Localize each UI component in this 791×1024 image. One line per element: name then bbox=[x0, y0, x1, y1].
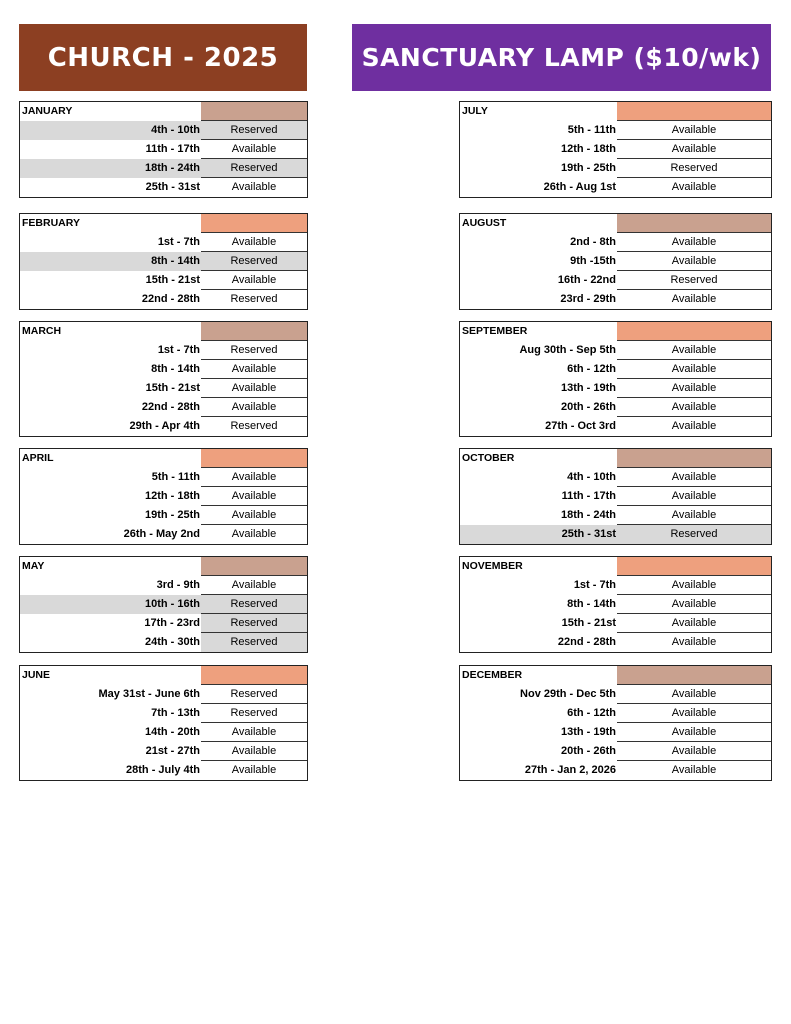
month-name: JANUARY bbox=[22, 105, 73, 117]
week-status[interactable]: Available bbox=[671, 420, 717, 432]
week-row bbox=[460, 506, 771, 525]
month-color-swatch bbox=[201, 102, 307, 121]
week-row bbox=[460, 685, 771, 704]
week-status[interactable]: Available bbox=[671, 636, 717, 648]
week-status[interactable]: Available bbox=[201, 742, 307, 761]
month-header bbox=[20, 666, 307, 685]
week-dates: 11th - 17th bbox=[145, 143, 200, 155]
week-dates: 5th - 11th bbox=[567, 124, 616, 136]
week-dates: 6th - 12th bbox=[567, 363, 616, 375]
month-color-swatch bbox=[617, 449, 771, 468]
month-header bbox=[20, 449, 307, 468]
week-dates: 1st - 7th bbox=[573, 579, 616, 591]
week-status[interactable]: Available bbox=[617, 614, 771, 633]
week-row bbox=[20, 360, 307, 379]
month-name: NOVEMBER bbox=[462, 560, 523, 572]
week-dates: 12th - 18th bbox=[144, 490, 200, 502]
week-dates: 15th - 21st bbox=[561, 617, 616, 629]
week-row bbox=[460, 398, 771, 417]
week-dates: 26th - Aug 1st bbox=[543, 181, 616, 193]
month-color-swatch bbox=[617, 214, 771, 233]
week-dates: 24th - 30th bbox=[144, 636, 200, 648]
week-status[interactable]: Available bbox=[617, 595, 771, 614]
week-dates: 22nd - 28th bbox=[141, 293, 200, 305]
week-dates: 11th - 17th bbox=[561, 490, 616, 502]
month-color-swatch bbox=[201, 322, 307, 341]
week-dates: 19th - 25th bbox=[560, 162, 616, 174]
week-row bbox=[20, 633, 307, 652]
week-dates: 13th - 19th bbox=[560, 382, 616, 394]
week-row bbox=[20, 140, 307, 159]
week-status[interactable]: Available bbox=[617, 140, 771, 159]
month-color-swatch bbox=[617, 322, 771, 341]
week-status[interactable]: Available bbox=[201, 468, 307, 487]
week-dates: 4th - 10th bbox=[151, 124, 200, 136]
week-row bbox=[20, 487, 307, 506]
month-name: MARCH bbox=[22, 325, 62, 337]
week-row bbox=[20, 723, 307, 742]
month-table-october bbox=[459, 448, 772, 545]
month-header bbox=[460, 666, 771, 685]
sanctuary-lamp-banner: SANCTUARY LAMP ($10/wk) bbox=[352, 24, 771, 91]
week-dates: 12th - 18th bbox=[560, 143, 616, 155]
week-dates: Aug 30th - Sep 5th bbox=[519, 344, 616, 356]
week-row bbox=[20, 178, 307, 197]
week-dates: 6th - 12th bbox=[567, 707, 616, 719]
week-status[interactable]: Available bbox=[201, 271, 307, 290]
week-status[interactable]: Available bbox=[201, 140, 307, 159]
week-row bbox=[20, 233, 307, 252]
week-status[interactable]: Reserved bbox=[201, 704, 307, 723]
week-row bbox=[20, 506, 307, 525]
week-dates: 4th - 10th bbox=[567, 471, 616, 483]
week-dates: 15th - 21st bbox=[145, 274, 200, 286]
month-color-swatch bbox=[201, 214, 307, 233]
month-header bbox=[20, 322, 307, 341]
week-status[interactable]: Available bbox=[617, 360, 771, 379]
month-name: MAY bbox=[22, 560, 45, 572]
week-dates: 15th - 21st bbox=[145, 382, 200, 394]
week-status[interactable]: Available bbox=[617, 121, 771, 140]
week-status[interactable]: Available bbox=[617, 468, 771, 487]
week-dates: 29th - Apr 4th bbox=[129, 420, 200, 432]
week-dates: 9th -15th bbox=[570, 255, 616, 267]
month-table-february bbox=[19, 213, 308, 310]
week-status[interactable]: Reserved bbox=[201, 159, 307, 178]
week-row bbox=[460, 379, 771, 398]
week-dates: 7th - 13th bbox=[151, 707, 200, 719]
week-status[interactable]: Available bbox=[201, 360, 307, 379]
week-row bbox=[20, 685, 307, 704]
week-status[interactable]: Available bbox=[617, 742, 771, 761]
month-header bbox=[460, 557, 771, 576]
week-status[interactable]: Available bbox=[231, 764, 277, 776]
week-status[interactable]: Reserved bbox=[201, 341, 307, 360]
week-row bbox=[460, 290, 771, 309]
week-row bbox=[20, 290, 307, 309]
week-dates: 27th - Oct 3rd bbox=[545, 420, 616, 432]
week-status[interactable]: Available bbox=[201, 576, 307, 595]
week-row bbox=[460, 487, 771, 506]
month-name: SEPTEMBER bbox=[462, 325, 528, 337]
week-status[interactable]: Available bbox=[617, 685, 771, 704]
week-dates: 5th - 11th bbox=[151, 471, 200, 483]
week-row bbox=[460, 614, 771, 633]
week-row bbox=[20, 398, 307, 417]
week-row bbox=[460, 121, 771, 140]
month-header bbox=[20, 557, 307, 576]
week-dates: 8th - 14th bbox=[151, 255, 200, 267]
week-status[interactable]: Available bbox=[231, 181, 277, 193]
week-status[interactable]: Available bbox=[231, 528, 277, 540]
month-table-july bbox=[459, 101, 772, 198]
week-status[interactable]: Reserved bbox=[670, 528, 718, 540]
month-name: APRIL bbox=[22, 452, 54, 464]
week-row bbox=[460, 417, 771, 436]
week-status[interactable]: Available bbox=[617, 487, 771, 506]
week-row bbox=[460, 233, 771, 252]
week-row bbox=[460, 271, 771, 290]
month-table-may bbox=[19, 556, 308, 653]
week-status[interactable]: Available bbox=[201, 233, 307, 252]
week-dates: 13th - 19th bbox=[560, 726, 616, 738]
week-status[interactable]: Reserved bbox=[201, 614, 307, 633]
week-status[interactable]: Available bbox=[671, 293, 717, 305]
week-row bbox=[20, 341, 307, 360]
week-row bbox=[20, 595, 307, 614]
week-status[interactable]: Available bbox=[617, 704, 771, 723]
week-row bbox=[460, 723, 771, 742]
week-row bbox=[460, 360, 771, 379]
week-dates: May 31st - June 6th bbox=[98, 688, 200, 700]
month-name: FEBRUARY bbox=[22, 217, 80, 229]
week-row bbox=[460, 525, 771, 544]
week-row bbox=[460, 704, 771, 723]
month-color-swatch bbox=[201, 557, 307, 576]
week-dates: 28th - July 4th bbox=[126, 764, 200, 776]
week-status[interactable]: Available bbox=[617, 506, 771, 525]
month-name: AUGUST bbox=[462, 217, 507, 229]
week-dates: 19th - 25th bbox=[144, 509, 200, 521]
week-dates: 10th - 16th bbox=[144, 598, 200, 610]
month-table-march bbox=[19, 321, 308, 437]
week-row bbox=[20, 417, 307, 436]
week-status[interactable]: Available bbox=[671, 764, 717, 776]
week-dates: 2nd - 8th bbox=[570, 236, 616, 248]
week-row bbox=[460, 140, 771, 159]
month-table-june bbox=[19, 665, 308, 781]
month-header bbox=[460, 102, 771, 121]
week-dates: Nov 29th - Dec 5th bbox=[520, 688, 616, 700]
week-status[interactable]: Available bbox=[617, 233, 771, 252]
week-dates: 16th - 22nd bbox=[557, 274, 616, 286]
week-row bbox=[20, 704, 307, 723]
week-dates: 8th - 14th bbox=[151, 363, 200, 375]
week-dates: 18th - 24th bbox=[144, 162, 200, 174]
week-status[interactable]: Reserved bbox=[617, 271, 771, 290]
month-color-swatch bbox=[617, 102, 771, 121]
week-status[interactable]: Reserved bbox=[201, 252, 307, 271]
week-status[interactable]: Reserved bbox=[201, 685, 307, 704]
week-dates: 1st - 7th bbox=[157, 344, 200, 356]
week-row bbox=[460, 252, 771, 271]
week-status[interactable]: Available bbox=[201, 506, 307, 525]
month-table-january bbox=[19, 101, 308, 198]
week-dates: 14th - 20th bbox=[144, 726, 200, 738]
week-dates: 1st - 7th bbox=[157, 236, 200, 248]
week-dates: 18th - 24th bbox=[560, 509, 616, 521]
month-header bbox=[460, 322, 771, 341]
week-row bbox=[460, 468, 771, 487]
week-dates: 25th - 31st bbox=[561, 528, 616, 540]
week-dates: 20th - 26th bbox=[560, 401, 616, 413]
week-status[interactable]: Reserved bbox=[201, 121, 307, 140]
month-table-april bbox=[19, 448, 308, 545]
week-status[interactable]: Available bbox=[201, 379, 307, 398]
month-header bbox=[20, 214, 307, 233]
week-row bbox=[20, 468, 307, 487]
week-row bbox=[20, 576, 307, 595]
month-table-november bbox=[459, 556, 772, 653]
week-status[interactable]: Available bbox=[617, 723, 771, 742]
month-color-swatch bbox=[617, 557, 771, 576]
month-name: DECEMBER bbox=[462, 669, 523, 681]
month-header bbox=[460, 214, 771, 233]
week-status[interactable]: Reserved bbox=[201, 595, 307, 614]
week-row bbox=[20, 614, 307, 633]
week-row bbox=[20, 742, 307, 761]
week-row bbox=[20, 159, 307, 178]
week-row bbox=[460, 761, 771, 780]
week-row bbox=[20, 379, 307, 398]
month-header bbox=[460, 449, 771, 468]
week-dates: 27th - Jan 2, 2026 bbox=[524, 764, 616, 776]
week-status[interactable]: Available bbox=[201, 398, 307, 417]
month-name: OCTOBER bbox=[462, 452, 515, 464]
month-table-august bbox=[459, 213, 772, 310]
week-row bbox=[20, 252, 307, 271]
week-row bbox=[20, 121, 307, 140]
week-status[interactable]: Available bbox=[617, 398, 771, 417]
church-2025-banner: CHURCH - 2025 bbox=[19, 24, 307, 91]
week-row bbox=[20, 271, 307, 290]
week-status[interactable]: Available bbox=[617, 576, 771, 595]
week-row bbox=[20, 525, 307, 544]
month-name: JUNE bbox=[22, 669, 51, 681]
week-status[interactable]: Reserved bbox=[230, 420, 278, 432]
week-dates: 25th - 31st bbox=[145, 181, 200, 193]
week-row bbox=[460, 178, 771, 197]
week-status[interactable]: Available bbox=[617, 341, 771, 360]
week-dates: 17th - 23rd bbox=[144, 617, 200, 629]
week-status[interactable]: Available bbox=[617, 379, 771, 398]
week-dates: 22nd - 28th bbox=[557, 636, 616, 648]
week-dates: 20th - 26th bbox=[560, 745, 616, 757]
week-row bbox=[460, 633, 771, 652]
month-table-december bbox=[459, 665, 772, 781]
week-row bbox=[20, 761, 307, 780]
week-status[interactable]: Available bbox=[201, 723, 307, 742]
month-header bbox=[20, 102, 307, 121]
week-row bbox=[460, 576, 771, 595]
week-row bbox=[460, 595, 771, 614]
week-status[interactable]: Reserved bbox=[201, 633, 307, 652]
week-row bbox=[460, 159, 771, 178]
month-color-swatch bbox=[201, 666, 307, 685]
week-dates: 3rd - 9th bbox=[156, 579, 200, 591]
week-status[interactable]: Reserved bbox=[230, 293, 278, 305]
week-status[interactable]: Available bbox=[201, 487, 307, 506]
week-status[interactable]: Reserved bbox=[617, 159, 771, 178]
week-dates: 23rd - 29th bbox=[560, 293, 616, 305]
week-row bbox=[460, 341, 771, 360]
month-table-september bbox=[459, 321, 772, 437]
month-color-swatch bbox=[201, 449, 307, 468]
week-row bbox=[460, 742, 771, 761]
month-color-swatch bbox=[617, 666, 771, 685]
week-status[interactable]: Available bbox=[671, 181, 717, 193]
week-dates: 21st - 27th bbox=[145, 745, 200, 757]
week-dates: 8th - 14th bbox=[567, 598, 616, 610]
week-status[interactable]: Available bbox=[617, 252, 771, 271]
week-dates: 22nd - 28th bbox=[141, 401, 200, 413]
week-dates: 26th - May 2nd bbox=[123, 528, 200, 540]
month-name: JULY bbox=[462, 105, 488, 117]
